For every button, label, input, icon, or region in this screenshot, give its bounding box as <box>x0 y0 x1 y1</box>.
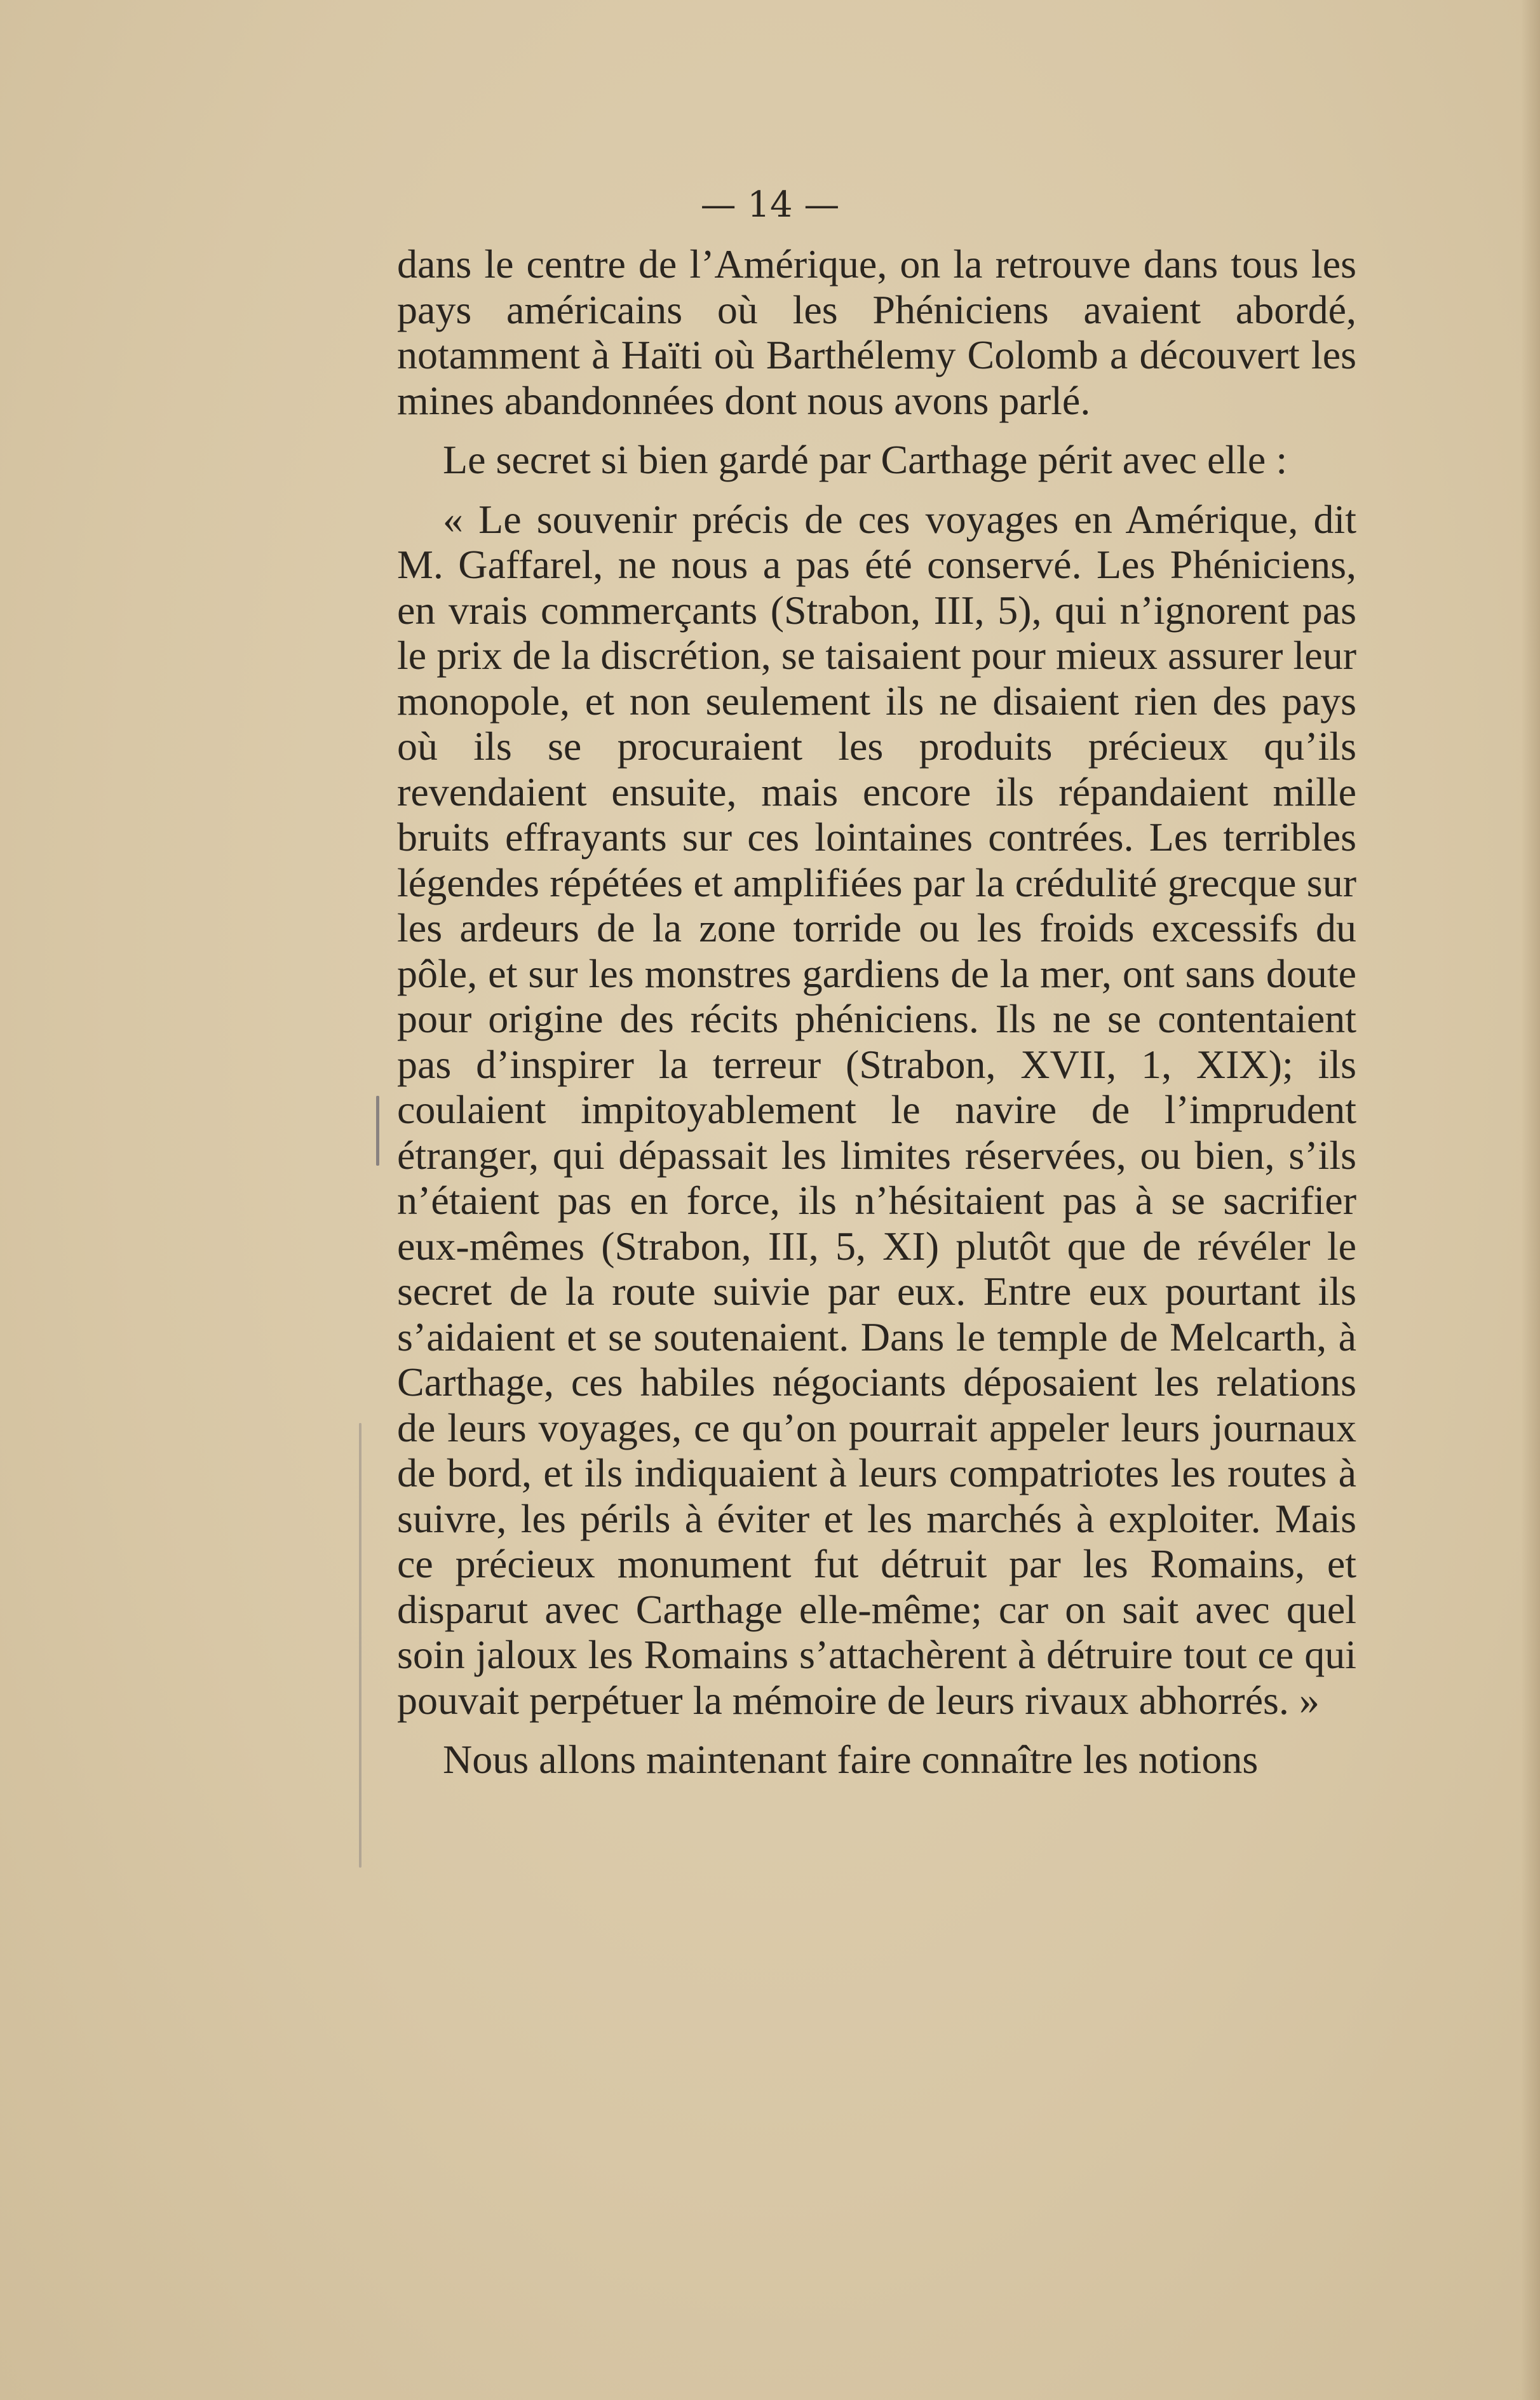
page-edge-shadow <box>1521 0 1540 2400</box>
page-number: — 14 — <box>700 184 840 226</box>
body-text <box>397 241 1356 1783</box>
paragraph-carthage-secret: Le secret si bien gardé par Carthage périt avec elle : <box>443 437 1288 482</box>
paragraph-gaffarel-quote: « Le souvenir précis de ces voyages en Amérique, dit M. Gaffarel, ne nous a pas été conservé. Les Phéniciens, en vrais commerçants (Strabon, III, 5), qui n’ignorent pas le prix de la discrétion, se taisaient pour mieux assurer leur monopole, et non seulement ils ne disaient rien des pays où ils se procuraient les produits précieux qu’ils revendaient ensuite, mais encore ils répandaient mille bruits effrayants sur ces lointaines contrées. Les terribles légendes répétées et amplifiées par la crédulité grecque sur les ardeurs de la zone torride ou les froids excessifs du pôle, et sur les monstres gardiens de la mer, ont sans doute pour origine des récits phéniciens. Ils ne se contentaient pas d’inspirer la terreur (Strabon, XVII, 1, XIX); ils coulaient impitoyablement le navire de l’imprudent étranger, qui dépassait les limites réservées, ou bien, s’ils n’étaient pas en force, ils n’hésitaient pas à se sacrifier eux-mêmes (Strabon, III, 5, XI) plutôt que de révéler le secret de la route suivie par eux. Entre eux pourtant ils s’aidaient et se soutenaient. Dans le temple de Melcarth, à Carthage, ces habiles négociants déposaient les relations de leurs voyages, ce qu’on pourrait appeler leurs journaux de bord, et ils indiquaient à leurs compatriotes les routes à suivre, les périls à éviter et les marchés à exploiter. Mais ce précieux monument fut détruit par les Romains, et disparut avec Carthage elle-même; car on sait avec quel soin jaloux les Romains s’attachèrent à détruire tout ce qui pouvait perpétuer la mémoire de leurs rivaux abhorrés. » <box>397 496 1356 1723</box>
paragraph-continuation: dans le centre de l’Amérique, on la retrouve dans tous les pays américains où les Phéniciens avaient abordé, notamment à Haïti où Barthélemy Colomb a découvert les mines abandonnées dont nous avons parlé. <box>397 241 1356 423</box>
paragraph-notions: Nous allons maintenant faire connaître les notions <box>443 1737 1259 1782</box>
margin-pencil-mark <box>376 1096 379 1166</box>
margin-pencil-line <box>359 1423 361 1868</box>
